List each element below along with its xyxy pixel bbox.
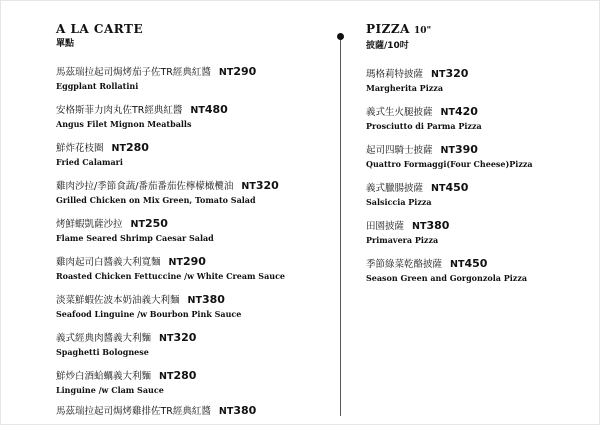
item-price [431,183,468,194]
divider-dot [337,33,344,40]
item-price [450,259,487,270]
item-price [219,406,256,417]
currency-label: NT [450,259,465,270]
currency-label: NT [440,107,455,118]
item-name-zh: 義式生火腿披薩 [366,107,433,118]
item-name-en: Seafood Linguine /w Bourbon Pink Sauce [56,309,242,319]
menu-item [366,219,581,257]
item-price [441,107,478,118]
price-value: 320 [445,67,469,80]
menu-item [56,179,326,217]
item-name-zh: 田園披薩 [366,221,405,232]
menu-item [56,293,326,331]
item-name-en: Margherita Pizza [366,83,443,93]
price-value: 380 [426,219,450,232]
menu-item [56,217,326,255]
currency-label: NT [431,183,446,194]
item-name-en: Grilled Chicken on Mix Green, Tomato Salad [56,195,256,205]
price-value: 320 [173,331,197,344]
price-value: 380 [201,293,225,306]
pizza-subtitle: 披薩/10吋 [366,41,409,51]
a-la-carte-subtitle: 單點 [56,39,75,49]
menu-item [56,65,326,103]
currency-label: NT [218,406,234,417]
price-value: 390 [454,143,478,156]
item-name-zh: 馬茲瑞拉起司焗烤雞排佐TR經典紅醬 [56,406,211,417]
pizza-items [366,67,581,295]
item-price [190,105,227,116]
item-name-en: Quattro Formaggi(Four Cheese)Pizza [366,159,533,169]
item-price [219,67,256,78]
item-name-en: Linguine /w Clam Sauce [56,385,164,395]
item-price [441,145,478,156]
item-name-zh: 雞肉沙拉/季節食蔬/番茄番茄佐檸檬橄欖油 [56,181,234,192]
item-name-zh: 雞肉起司白醬義大利寬麵 [56,257,161,268]
currency-label: NT [412,221,427,232]
item-name-zh: 烤鮮蝦凱薩沙拉 [56,219,123,230]
price-value: 450 [464,257,488,270]
item-price [241,181,278,192]
item-name-en: Primavera Pizza [366,235,439,245]
item-price [412,221,449,232]
currency-label: NT [190,105,205,116]
item-price [431,69,468,80]
item-name-zh: 義式經典肉醬義大利麵 [56,333,152,344]
menu-item [56,369,326,407]
price-value: 480 [204,103,228,116]
menu-item [366,67,581,105]
item-name-en: Spaghetti Bolognese [56,347,149,357]
currency-label: NT [111,143,126,154]
item-price [169,257,206,268]
currency-label: NT [218,67,234,78]
pizza-section [366,22,581,295]
currency-label: NT [431,69,446,80]
menu-item [56,103,326,141]
item-name-en: Eggplant Rollatini [56,81,139,91]
item-name-zh: 起司四騎士披薩 [366,145,433,156]
item-price [112,143,149,154]
item-name-zh: 馬茲瑞拉起司焗烤茄子佐TR經典紅醬 [56,67,211,78]
price-value: 250 [144,217,168,230]
item-name-en: Salsiccia Pizza [366,197,432,207]
currency-label: NT [159,371,174,382]
item-name-zh: 鮮炒白酒蛤蠣義大利麵 [56,371,152,382]
price-value: 280 [173,369,197,382]
menu-item-cut [56,404,326,420]
item-name-zh: 季節綠菜乾酪披薩 [366,259,443,270]
menu-item [56,331,326,369]
currency-label: NT [440,145,455,156]
currency-label: NT [168,257,183,268]
menu-item [56,141,326,179]
item-name-zh: 安格斯菲力肉丸佐TR經典紅醬 [56,105,183,116]
a-la-carte-section [56,22,326,407]
menu-item [366,143,581,181]
menu-item [366,257,581,295]
menu-item [56,255,326,293]
item-price [131,219,168,230]
item-name-en: Roasted Chicken Fettuccine /w White Cream Sauce [56,271,286,281]
item-name-en: Flame Seared Shrimp Caesar Salad [56,233,214,243]
column-divider [340,36,341,416]
currency-label: NT [159,333,174,344]
a-la-carte-title: A LA CARTE [56,22,144,36]
price-value: 320 [255,179,279,192]
menu-item [366,105,581,143]
item-name-en: Angus Filet Mignon Meatballs [56,119,192,129]
item-name-en: Season Green and Gorgonzola Pizza [366,273,528,283]
currency-label: NT [187,295,202,306]
price-value: 450 [445,181,469,194]
currency-label: NT [241,181,256,192]
price-value: 280 [125,141,149,154]
pizza-title [366,22,581,39]
item-name-zh: 淡菜鮮蝦佐波本奶油義大利麵 [56,295,180,306]
menu-item [366,181,581,219]
item-name-zh: 義式臘腸披薩 [366,183,424,194]
currency-label: NT [130,219,145,230]
item-price [159,333,196,344]
item-name-en: Fried Calamari [56,157,123,167]
item-price [188,295,225,306]
item-name-zh: 鮮炸花枝圈 [56,143,104,154]
a-la-carte-items [56,65,326,407]
item-name-zh: 瑪格莉特披薩 [366,69,424,80]
price-value: 380 [233,404,257,417]
price-value: 420 [454,105,478,118]
price-value: 290 [182,255,206,268]
item-name-en: Prosciutto di Parma Pizza [366,121,482,131]
pizza-size: 10" [413,26,432,36]
item-price [159,371,196,382]
pizza-title-text: PIZZA [366,22,410,36]
price-value: 290 [233,65,257,78]
